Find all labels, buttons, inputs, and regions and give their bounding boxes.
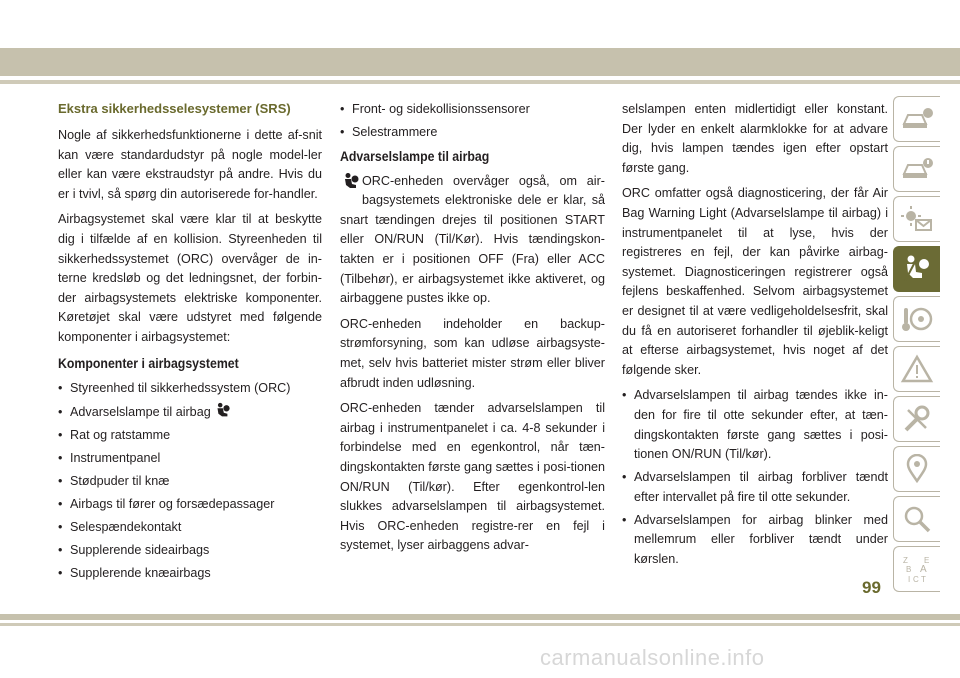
tab-map[interactable] [893, 446, 940, 492]
list-item: • Advarselslampen for airbag blinker med mellemrum eller forbliver tændt under kørslen. [622, 511, 888, 570]
paragraph: Airbagsystemet skal være klar til at beskytte dig i tilfælde af en kollision. Styreenheden til sikkerhedssystemet (ORC) overvåger de in-terne kredsløb og det ledningsnet, der forbin-der airbagsystemets elektriske komponenter. Køretøjet skal være udstyret med følgende komponenter i airbagsystemet: [58, 212, 322, 344]
svg-text:I: I [908, 575, 911, 584]
list-item: • Stødpuder til knæ [58, 472, 322, 492]
index-letters-icon [900, 554, 934, 584]
list-item: • Advarselslampe til airbag [58, 402, 322, 423]
list-item: • Advarselslampen til airbag tændes ikke in-den for fire til otte sekunder efter, at tæn-dingskontakten første gang sættes i posi-tionen ON/RUN (Til/kør). [622, 386, 888, 464]
tab-service[interactable] [893, 396, 940, 442]
road-warning-icon [900, 354, 934, 384]
subheading-components: Komponenter i airbagsystemet [58, 354, 239, 371]
subheading-warning-lamp: Advarselslampe til airbag [340, 147, 490, 164]
footer-band-line [0, 623, 960, 626]
steering-gauge-icon [900, 304, 934, 334]
watermark: carmanualsonline.info [540, 645, 765, 670]
list-item: • Front- og sidekollisionssensorer [340, 100, 605, 120]
airbag-warning-icon [213, 402, 231, 420]
footer-band [0, 614, 960, 620]
lights-mail-icon [900, 204, 934, 234]
list-item: • Rat og ratstamme [58, 426, 322, 446]
list-item: • Supplerende sideairbags [58, 541, 322, 561]
paragraph: ORC omfatter også diagnosticering, der får Air Bag Warning Light (Advarselslampe til airbag) i instrumentpanelet til at lyse, hvis der registreres en fejl, der kan påvirke airbag-systemet. Diagnosticeringen registrerer også fejlens beskaffenhed. Selvom airbagsystemet er designet til at være vedligeholdelsesfrit, skal du få en autoriseret forhandler til øjeblik-keligt at efterse airbagsystemet, hvis noget af det følgende sker. [622, 186, 888, 377]
column-3 [622, 100, 888, 573]
airbag-warning-icon [340, 172, 360, 192]
tab-search[interactable] [893, 496, 940, 542]
tab-car-info[interactable] [893, 96, 940, 142]
list-item: • Selestrammere [340, 123, 605, 143]
tab-index[interactable] [893, 546, 940, 592]
svg-text:E: E [924, 556, 930, 565]
paragraph: ORC-enheden overvåger også, om air-bagsystemets elektroniske dele er klar, så snart tændingen drejes til positionen START eller ON/RUN (Til/Kør). Hvis tændingskon-takten er i positionen OFF (Fra) eller ACC (Tilbehør), er airbagsystemet ikke aktiveret, og airbaggene pustes ikke op. [340, 173, 605, 306]
svg-text:T: T [921, 575, 926, 584]
car-warning-icon [900, 154, 934, 184]
paragraph: ORC-enheden indeholder en backup-strømforsyning, som kan udløse airbagsyste-met, selv hvis batteriet mister strøm eller bliver afbrudt inden udløsning. [340, 316, 605, 390]
svg-text:Z: Z [903, 556, 908, 565]
paragraph: Nogle af sikkerhedsfunktionerne i dette af-snit kan være standardudstyr på nogle model-ler eller kan være ekstraudstyr på andre. Hvis du er i tvivl, så spørg din autoriserede for-handler. [58, 128, 322, 201]
list-item: • Airbags til fører og forsædepassager [58, 495, 322, 515]
service-wrench-icon [900, 404, 934, 434]
map-pin-icon [900, 454, 934, 484]
list-item: • Advarselslampen til airbag forbliver tændt efter intervallet på fire til otte sekunder. [622, 468, 888, 507]
magnifier-icon [900, 504, 934, 534]
chapter-tabs [893, 96, 941, 596]
header-band-line [0, 80, 960, 84]
svg-text:A: A [920, 564, 927, 575]
warning-conditions-list [622, 386, 888, 569]
seat-airbag-icon [900, 254, 934, 284]
svg-text:B: B [906, 565, 912, 574]
list-item: • Supplerende knæairbags [58, 564, 322, 584]
column-1 [58, 100, 322, 587]
components-list [58, 379, 322, 584]
list-item: • Instrumentpanel [58, 449, 322, 469]
list-item: • Styreenhed til sikkerhedssystem (ORC) [58, 379, 322, 399]
tab-steering-gauge[interactable] [893, 296, 940, 342]
tab-car-warning[interactable] [893, 146, 940, 192]
column-2 [340, 100, 605, 562]
sensors-list [340, 100, 605, 143]
list-item: • Selespændekontakt [58, 518, 322, 538]
svg-text:C: C [913, 575, 919, 584]
tab-seat-airbag[interactable] [893, 246, 940, 292]
paragraph: ORC-enheden tænder advarselslampen til airbag i instrumentpanelet i ca. 4-8 sekunder i forbindelse med en egenkontrol, når tæn-dingskontakten første gang sættes i posi-tionen ON/RUN (Til/kør). Efter egenkontrol-len slukkes advarselslampen til airbagsystemet. Hvis ORC-enheden registre-rer en fejl i systemet, lyser airbaggens advar- [340, 401, 605, 553]
car-info-icon [900, 104, 934, 134]
tab-road-warning[interactable] [893, 346, 940, 392]
paragraph: selslampen enten midlertidigt eller konstant. Der lyder en enkelt alarmklokke for at advare dig, hvis lampen tændes igen efter opstart første gang. [622, 102, 888, 175]
tab-lights-mail[interactable] [893, 196, 940, 242]
page-number: 99 [862, 578, 881, 597]
header-band [0, 48, 960, 76]
section-title: Ekstra sikkerhedsselesystemer (SRS) [58, 101, 291, 116]
